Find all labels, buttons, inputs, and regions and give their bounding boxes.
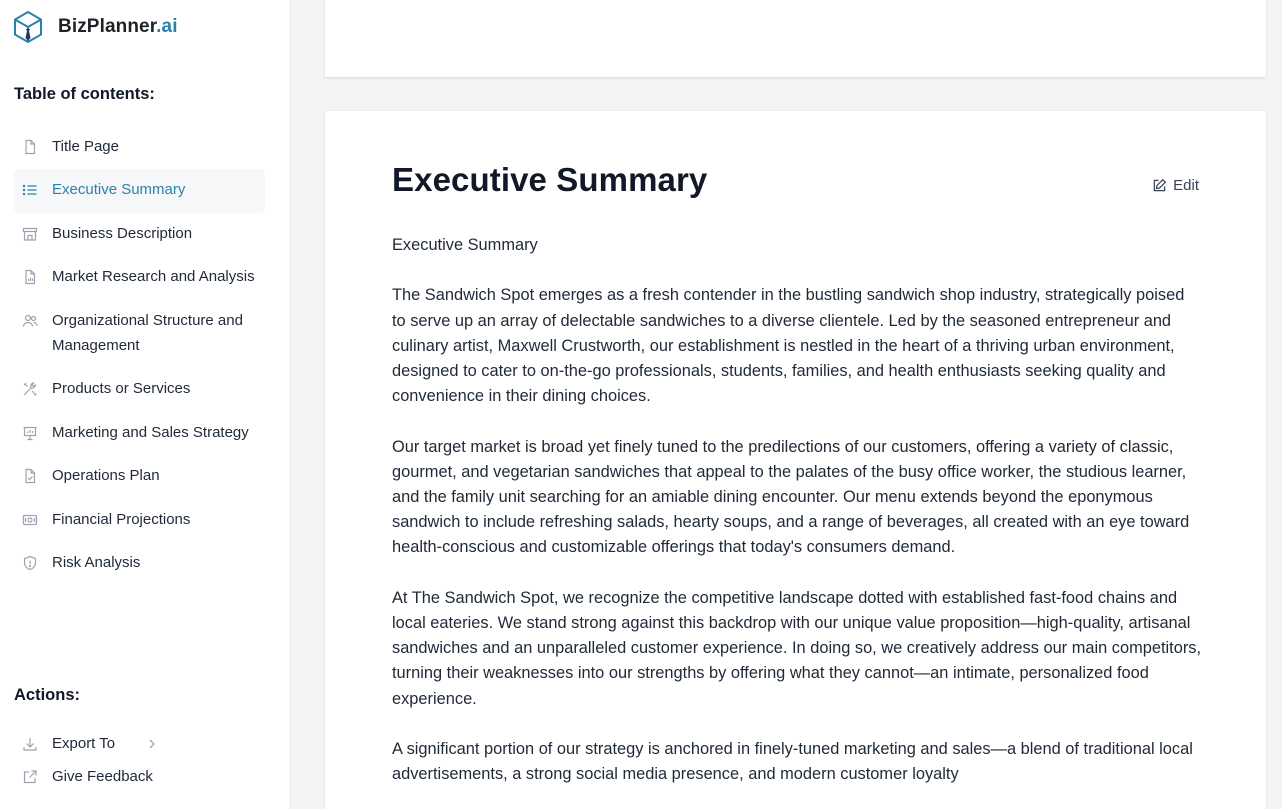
toc-item-market-research[interactable] [14, 256, 265, 299]
paragraph: At The Sandwich Spot, we recognize the competitive landscape dotted with established fast-food chains and local eateries. We stand strong against this backdrop with our unique value proposition—high-quality, artisanal sandwiches and an unparalleled customer experience. In doing so, we creatively address our main competitors, turning their weaknesses into our strengths by offering what they cannot—an intimate, personalized food experience. [392, 588, 1202, 708]
toc-item-label: Business Description [52, 224, 193, 242]
paragraph: Executive Summary [392, 236, 538, 254]
paragraph: A significant portion of our strategy is anchored in finely-tuned marketing and sales—a blend of traditional local advertisements, a strong social media presence, and modern customer loyalty [392, 740, 1193, 784]
actions-title: Actions: [14, 686, 80, 704]
document-body [392, 233, 1202, 809]
toc-item-operations-plan[interactable] [14, 455, 265, 498]
toc-item-label: Marketing and Sales Strategy [52, 423, 249, 441]
paragraph: The Sandwich Spot emerges as a fresh contender in the bustling sandwich shop industry, strategically poised to serve up an array of delectable sandwiches to a diverse clientele. Led by the seasoned entrepreneur and culinary artist, Maxwell Crustworth, our establishment is nestled in the heart of a thriving urban environment, designed to cater to on-the-go professionals, students, families, and health enthusiasts seeking quality and convenience in their dining choices. [392, 286, 1185, 406]
download-icon [22, 736, 38, 752]
toc-item-risk-analysis[interactable] [14, 542, 265, 585]
section-heading: Executive Summary [392, 161, 708, 198]
edit-icon [1152, 178, 1167, 193]
sidebar [0, 0, 291, 809]
toc-item-business-description[interactable] [14, 213, 265, 256]
toc-item-marketing-sales[interactable] [14, 412, 265, 455]
toc-list [14, 126, 265, 585]
toc-title: Table of contents: [14, 85, 155, 103]
previous-page-card [325, 0, 1266, 77]
toc-item-products-services[interactable] [14, 368, 265, 411]
store-icon [22, 226, 38, 242]
give-feedback-label: Give Feedback [52, 768, 153, 785]
presentation-icon [22, 425, 38, 441]
cube-tie-logo-icon [12, 10, 44, 44]
file-check-icon [22, 468, 38, 484]
toc-item-executive-summary[interactable] [14, 169, 265, 212]
export-to-button[interactable] [14, 727, 265, 760]
paragraph: Our target market is broad yet finely tuned to the predilections of our customers, offering a variety of classic, gourmet, and vegetarian sandwiches that appeal to the palates of the busy office worker, the studious learner, and the family unit searching for an amiable dining encounter. Our menu extends beyond the eponymous sandwich to include refreshing salads, hearty soups, and a range of beverages, all created with an eye toward health-conscious and customizable offerings that today's consumers demand. [392, 437, 1190, 557]
give-feedback-button[interactable] [14, 760, 265, 793]
actions-list [14, 727, 265, 793]
toc-item-label: Operations Plan [52, 467, 160, 485]
toc-item-label: Market Research and Analysis [52, 268, 255, 286]
toc-item-label: Risk Analysis [52, 554, 141, 572]
money-icon [22, 512, 38, 528]
toc-item-organizational-structure[interactable] [14, 300, 265, 369]
executive-summary-card [325, 111, 1266, 809]
external-link-icon [22, 769, 38, 785]
file-icon [22, 139, 38, 155]
toc-item-label: Executive Summary [52, 181, 186, 199]
toc-item-financial-projections[interactable] [14, 499, 265, 542]
brand-name: BizPlanner.ai [58, 16, 178, 37]
toc-item-label: Organizational Structure and Management [52, 311, 243, 355]
edit-label: Edit [1173, 177, 1199, 194]
edit-button[interactable] [1152, 177, 1199, 194]
toc-item-title-page[interactable] [14, 126, 265, 169]
toc-item-label: Title Page [52, 138, 119, 155]
toc-item-label: Products or Services [52, 380, 191, 398]
export-to-label: Export To [52, 735, 116, 752]
list-icon [22, 182, 38, 198]
chevron-right-icon [145, 737, 159, 751]
shield-icon [22, 555, 38, 571]
file-chart-icon [22, 269, 38, 285]
brand[interactable] [12, 10, 178, 44]
tools-icon [22, 381, 38, 397]
toc-item-label: Financial Projections [52, 510, 191, 528]
users-icon [22, 313, 38, 329]
